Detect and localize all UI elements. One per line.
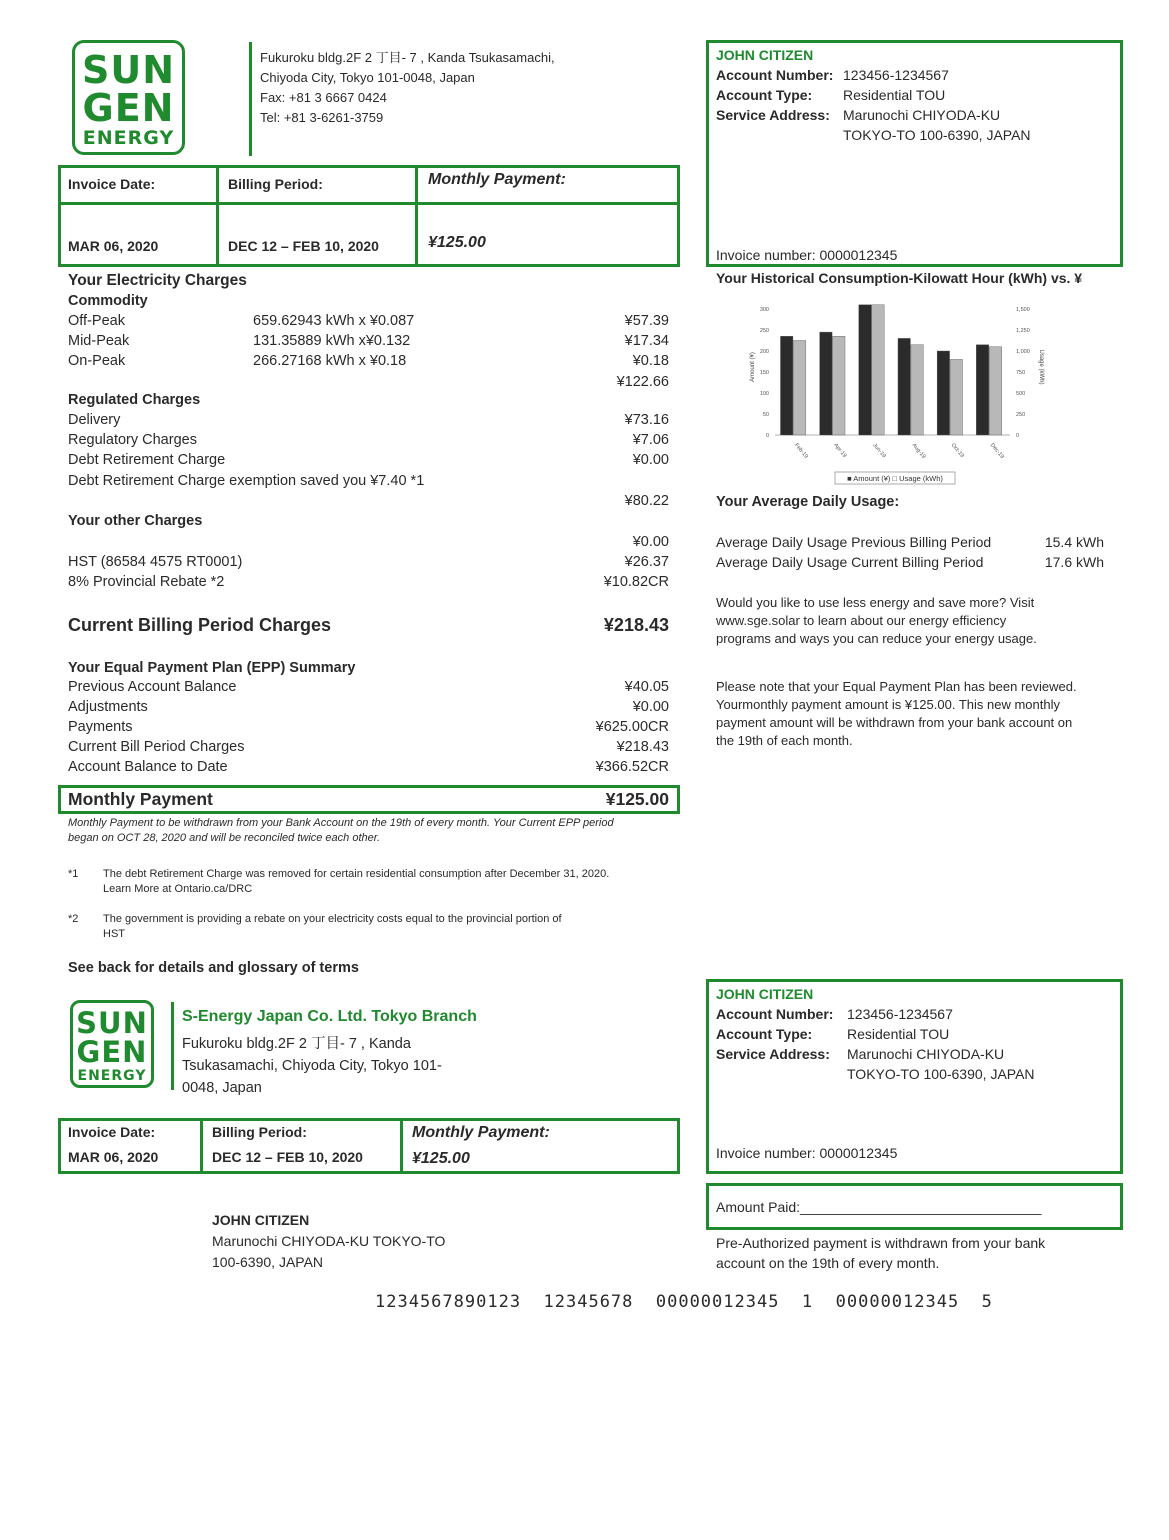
chart-category-label: Feb-19 [793, 442, 809, 460]
avg-usage-title: Your Average Daily Usage: [716, 494, 900, 510]
chart-right-tick: 250 [1016, 412, 1026, 418]
chart-bar [780, 336, 792, 435]
service-address-line1: Marunochi CHIYODA-KU [847, 1046, 1005, 1062]
chart-bars [780, 305, 1001, 435]
save-more-text [716, 594, 1037, 648]
chart-bar [833, 336, 845, 435]
chart-right-tick: 1,500 [1016, 307, 1030, 313]
epp-label: Adjustments [68, 699, 148, 715]
charge-amount: ¥0.00 [632, 452, 669, 468]
epp-amount: ¥218.43 [616, 739, 669, 755]
regulated-label: Regulated Charges [68, 392, 201, 408]
chart-left-tick: 200 [759, 349, 769, 355]
avg-usage-label: Average Daily Usage Current Billing Period [716, 554, 984, 570]
invoice-date-label: Invoice Date: [68, 1124, 156, 1140]
account-type-label: Account Type: [716, 87, 813, 103]
charge-label: 8% Provincial Rebate *2 [68, 574, 225, 590]
charge-detail: 659.62943 kWh x ¥0.087 [253, 313, 415, 329]
logo-line2: GEN [76, 1035, 148, 1069]
charge-detail: 131.35889 kWh x¥0.132 [253, 333, 411, 349]
address-line: Fukuroku bldg.2F 2 丁目- 7 , Kanda Tsukasamachi, [260, 50, 555, 65]
account-number-label: Account Number: [716, 1006, 834, 1022]
account-type: Residential TOU [847, 1026, 950, 1042]
chart-left-tick: 0 [765, 433, 769, 439]
chart-category-label: Aug-19 [910, 442, 927, 460]
fax: Fax: +81 3 6667 0424 [260, 90, 387, 105]
charge-label: Off-Peak [68, 313, 125, 329]
chart-bar [898, 338, 910, 435]
epp-note-line: Yourmonthly payment amount is ¥125.00. This new monthly [716, 697, 1060, 712]
chart-bar [976, 345, 988, 435]
footnote-mark: *1 [68, 868, 79, 880]
epp-label: Account Balance to Date [68, 759, 228, 775]
epp-amount: ¥625.00CR [595, 719, 669, 735]
avg-usage-value: 15.4 kWh [1044, 534, 1104, 550]
billing-period-label: Billing Period: [212, 1124, 307, 1140]
epp-amount: ¥366.52CR [595, 759, 669, 775]
footnote-line: Learn More at Ontario.ca/DRC [103, 883, 253, 895]
monthly-note-line2: began on OCT 28, 2020 and will be reconciled twice each other. [68, 832, 381, 844]
account-number: 123456-1234567 [847, 1006, 953, 1022]
charge-amount: ¥0.18 [632, 353, 669, 369]
monthly-payment: ¥125.00 [428, 234, 486, 251]
monthly-payment-box-label: Monthly Payment [68, 789, 213, 809]
stub-table-vline [200, 1118, 203, 1174]
chart-category-label: Apr-19 [832, 442, 848, 459]
micr-line: 1234567890123 12345678 00000012345 1 00000012345 5 [375, 1292, 993, 1312]
account-type-label: Account Type: [716, 1026, 813, 1042]
charge-row [68, 412, 669, 428]
current-charges-total: ¥218.43 [603, 615, 669, 635]
chart-left-tick: 150 [759, 370, 769, 376]
monthly-payment-note [68, 816, 614, 846]
avg-usage-row [716, 554, 1104, 570]
epp-row [68, 699, 669, 715]
logo-line1: SUN [81, 48, 176, 92]
footnote-line: The government is providing a rebate on your electricity costs equal to the provincial portion of [103, 913, 562, 925]
stub-address-line: Tsukasamachi, Chiyoda City, Tokyo 101- [182, 1058, 442, 1074]
chart-left-tick: 300 [759, 307, 769, 313]
summary-table-hline [58, 202, 680, 205]
epp-label: Current Bill Period Charges [68, 739, 245, 755]
chart-bar [793, 341, 805, 436]
charges-title: Your Electricity Charges [68, 272, 247, 289]
chart-category-label: Oct-19 [949, 442, 965, 459]
commodity-label: Commodity [68, 293, 148, 309]
charge-label: HST (86584 4575 RT0001) [68, 554, 243, 570]
address-line: Chiyoda City, Tokyo 101-0048, Japan [260, 70, 475, 85]
charge-label: On-Peak [68, 353, 126, 369]
invoice-number: Invoice number: 0000012345 [716, 247, 898, 263]
charge-row [68, 313, 669, 329]
account-number: 123456-1234567 [843, 67, 949, 83]
footnote-line: The debt Retirement Charge was removed for certain residential consumption after December 31, 2020. [103, 868, 610, 880]
avg-usage-row [716, 534, 1104, 550]
company-address [260, 48, 555, 128]
avg-usage-label: Average Daily Usage Previous Billing Period [716, 534, 992, 550]
account-type: Residential TOU [843, 87, 946, 103]
chart-bar [820, 332, 832, 435]
service-address-label: Service Address: [716, 107, 830, 123]
epp-label: Previous Account Balance [68, 679, 237, 695]
save-more-line: www.sge.solar to learn about our energy efficiency [716, 613, 1007, 628]
mail-to-line: Marunochi CHIYODA-KU TOKYO-TO [212, 1233, 446, 1249]
stub-table-vline [400, 1118, 403, 1174]
chart-right-tick: 1,000 [1016, 349, 1030, 355]
summary-table-vline [216, 165, 219, 267]
charge-amount: ¥7.06 [632, 432, 669, 448]
service-address-line2: TOKYO-TO 100-6390, JAPAN [843, 127, 1031, 143]
chart-y2label: Usage (kWh) [1038, 349, 1044, 385]
footnote-mark: *2 [68, 913, 79, 925]
monthly-payment-label: Monthly Payment: [428, 171, 566, 188]
account-name: JOHN CITIZEN [716, 986, 814, 1002]
charge-amount: ¥10.82CR [603, 574, 669, 590]
charge-row [68, 353, 669, 369]
chart-bar [937, 351, 949, 435]
epp-note-line: Please note that your Equal Payment Plan has been reviewed. [716, 679, 1077, 694]
epp-row [68, 759, 669, 775]
epp-note-line: payment amount will be withdrawn from your bank account on [716, 715, 1073, 730]
save-more-line: Would you like to use less energy and save more? Visit [716, 595, 1035, 610]
billing-period: DEC 12 – FEB 10, 2020 [212, 1149, 363, 1165]
monthly-note-line1: Monthly Payment to be withdrawn from your Bank Account on the 19th of every month. Your Current EPP period [68, 817, 614, 829]
chart-bar [872, 305, 884, 435]
account-info [716, 45, 1031, 145]
charge-row [68, 333, 669, 349]
charge-label: Debt Retirement Charge [68, 452, 226, 468]
logo-line3: ENERGY [82, 127, 175, 149]
epp-row [68, 719, 669, 735]
preauth-line: Pre-Authorized payment is withdrawn from your bank [716, 1235, 1046, 1251]
chart-bar [911, 345, 923, 435]
charge-amount: ¥57.39 [624, 313, 669, 329]
avg-usage-value: 17.6 kWh [1044, 554, 1104, 570]
chart-right-tick: 1,250 [1016, 328, 1030, 334]
commodity-total: ¥122.66 [616, 374, 669, 390]
logo-line1: SUN [76, 1006, 148, 1040]
header-divider [249, 42, 252, 156]
monthly-payment-box-amount: ¥125.00 [605, 789, 669, 809]
chart-right-tick: 0 [1016, 433, 1020, 439]
company-logo [72, 40, 185, 155]
charge-label: Delivery [68, 412, 121, 428]
stub-divider [171, 1002, 174, 1090]
chart-right-tick: 500 [1016, 391, 1026, 397]
chart-legend: ■ Amount (¥) □ Usage (kWh) [847, 474, 943, 483]
epp-title: Your Equal Payment Plan (EPP) Summary [68, 660, 356, 676]
account-name: JOHN CITIZEN [716, 47, 814, 63]
preauth-note [716, 1233, 1045, 1273]
chart-left-tick: 50 [762, 412, 769, 418]
chart-bar [859, 305, 871, 435]
chart-left-tick: 250 [759, 328, 769, 334]
other-charges-label: Your other Charges [68, 513, 203, 529]
invoice-date: MAR 06, 2020 [68, 238, 159, 254]
stub-invoice-number: Invoice number: 0000012345 [716, 1145, 898, 1161]
stub-address [182, 1033, 442, 1099]
epp-row [68, 679, 669, 695]
billing-period-label: Billing Period: [228, 176, 323, 192]
amount-paid-field[interactable]: Amount Paid:_______________________________ [716, 1199, 1042, 1215]
preauth-line: account on the 19th of every month. [716, 1255, 940, 1271]
mail-to-address [212, 1210, 445, 1273]
charge-label: Mid-Peak [68, 333, 130, 349]
service-address-line1: Marunochi CHIYODA-KU [843, 107, 1001, 123]
stub-address-line: 0048, Japan [182, 1080, 262, 1096]
footnote-line: HST [103, 928, 125, 940]
epp-label: Payments [68, 719, 133, 735]
summary-table-vline [415, 165, 418, 267]
epp-row [68, 739, 669, 755]
logo-line2: GEN [82, 86, 175, 130]
epp-amount: ¥40.05 [624, 679, 669, 695]
chart-category-label: Dec-19 [988, 442, 1005, 460]
logo-line3: ENERGY [77, 1068, 147, 1084]
chart-bar [950, 359, 962, 435]
charge-row [68, 574, 669, 590]
charge-row [68, 452, 669, 468]
chart-title: Your Historical Consumption-Kilowatt Hour (kWh) vs. ¥ [716, 270, 1083, 286]
charge-amount: ¥17.34 [624, 333, 669, 349]
charge-label: Regulatory Charges [68, 432, 197, 448]
epp-note-line: the 19th of each month. [716, 733, 853, 748]
phone: Tel: +81 3-6261-3759 [260, 110, 384, 125]
exemption-note: Debt Retirement Charge exemption saved you ¥7.40 *1 [68, 473, 425, 489]
regulated-total: ¥80.22 [624, 493, 669, 509]
monthly-payment-label: Monthly Payment: [412, 1124, 550, 1141]
chart-category-label: Jun-19 [871, 442, 887, 460]
chart-right-tick: 750 [1016, 370, 1026, 376]
invoice-date: MAR 06, 2020 [68, 1149, 159, 1165]
billing-period: DEC 12 – FEB 10, 2020 [228, 238, 379, 254]
stub-logo [70, 1000, 154, 1088]
current-charges-label: Current Billing Period Charges [68, 615, 332, 635]
mail-to-name: JOHN CITIZEN [212, 1212, 310, 1228]
see-back: See back for details and glossary of terms [68, 960, 359, 976]
service-address-label: Service Address: [716, 1046, 830, 1062]
charge-row [68, 432, 669, 448]
service-address-line2: TOKYO-TO 100-6390, JAPAN [847, 1066, 1035, 1082]
stub-address-line: Fukuroku bldg.2F 2 丁目- 7 , Kanda [182, 1036, 411, 1052]
stub-company: S-Energy Japan Co. Ltd. Tokyo Branch [182, 1008, 477, 1025]
stub-account-info [716, 984, 1035, 1084]
consumption-chart [740, 295, 1060, 490]
chart-left-tick: 100 [759, 391, 769, 397]
footnote [68, 867, 609, 897]
monthly-payment: ¥125.00 [412, 1150, 470, 1167]
footnote [68, 912, 562, 942]
charge-detail: 266.27168 kWh x ¥0.18 [253, 353, 407, 369]
epp-amount: ¥0.00 [632, 699, 669, 715]
charge-amount: ¥73.16 [624, 412, 669, 428]
chart-bar [989, 347, 1001, 435]
chart-ylabel: Amount (¥) [750, 352, 756, 382]
epp-note [716, 678, 1077, 750]
other-charges-first: ¥0.00 [632, 534, 669, 550]
charge-row [68, 554, 669, 570]
invoice-date-label: Invoice Date: [68, 176, 156, 192]
mail-to-line: 100-6390, JAPAN [212, 1254, 324, 1270]
account-number-label: Account Number: [716, 67, 834, 83]
charge-amount: ¥26.37 [624, 554, 669, 570]
save-more-line: programs and ways you can reduce your energy usage. [716, 631, 1037, 646]
